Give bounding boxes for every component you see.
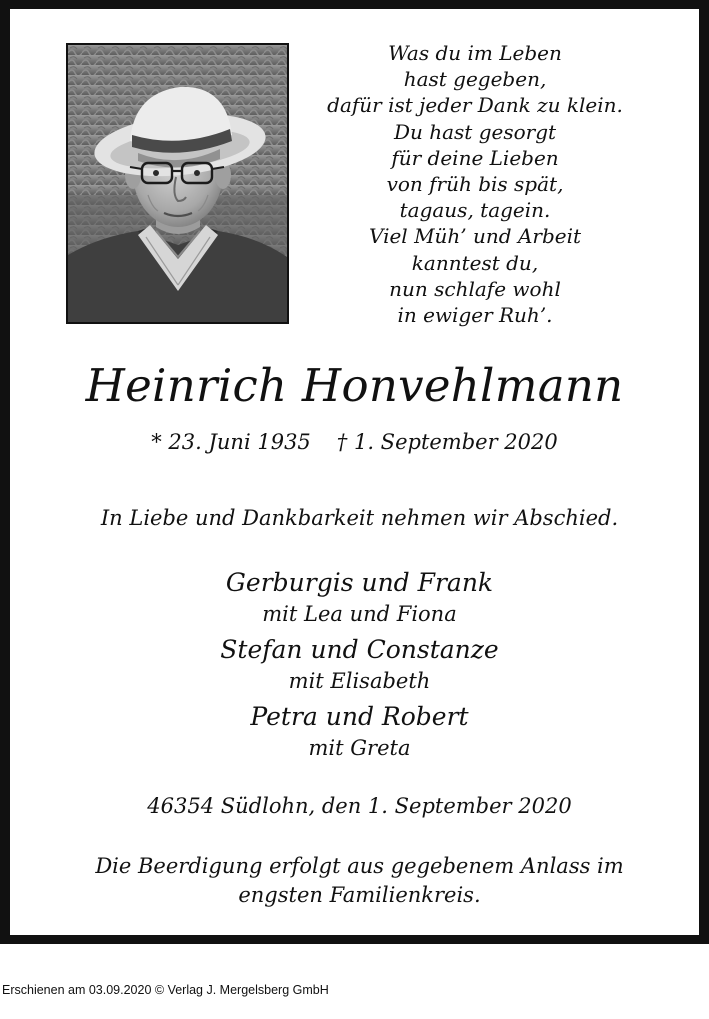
mourners-list xyxy=(10,565,709,766)
birth-date: * 23. Juni 1935 xyxy=(151,430,311,454)
mourner-group xyxy=(10,699,709,763)
poem-line: Was du im Leben xyxy=(388,41,562,65)
mourner-children: mit Elisabeth xyxy=(288,669,431,693)
mourner-names: Gerburgis und Frank xyxy=(225,568,494,597)
mourner-names: Petra und Robert xyxy=(250,702,469,731)
funeral-note-line: engsten Familienkreis. xyxy=(238,883,481,907)
poem-line: von früh bis spät, xyxy=(386,172,564,197)
poem-verse xyxy=(315,40,635,328)
farewell-message: In Liebe und Dankbarkeit nehmen wir Abschied. xyxy=(100,506,619,530)
poem-line: kanntest du, xyxy=(411,250,539,275)
place-and-date: 46354 Südlohn, den 1. September 2020 xyxy=(147,794,572,818)
deceased-name: Heinrich Honvehlmann xyxy=(85,359,624,412)
funeral-note xyxy=(10,852,709,910)
death-date: † 1. September 2020 xyxy=(336,430,558,454)
obituary-notice xyxy=(10,9,699,935)
funeral-note-line: Die Beerdigung erfolgt aus gegebenem Anlass im xyxy=(95,854,624,878)
poem-line: hast gegeben, xyxy=(403,67,547,92)
poem-line: Viel Müh’ und Arbeit xyxy=(368,224,582,249)
portrait-photo xyxy=(66,43,289,324)
poem-line: nun schlafe wohl xyxy=(389,276,561,301)
poem-line: in ewiger Ruh’. xyxy=(397,303,553,328)
mourner-children: mit Lea und Fiona xyxy=(262,602,457,626)
poem-line: dafür ist jeder Dank zu klein. xyxy=(327,93,623,118)
publication-credit: Erschienen am 03.09.2020 © Verlag J. Mergelsberg GmbH xyxy=(2,983,329,997)
mourner-group xyxy=(10,565,709,629)
poem-line: für deine Lieben xyxy=(391,145,559,170)
portrait-illustration xyxy=(68,45,287,322)
life-dates xyxy=(10,428,699,456)
mourner-group xyxy=(10,632,709,696)
mourner-names: Stefan und Constanze xyxy=(220,635,499,664)
mourner-children: mit Greta xyxy=(308,736,411,760)
poem-line: tagaus, tagein. xyxy=(399,198,551,223)
poem-line: Du hast gesorgt xyxy=(393,119,557,144)
